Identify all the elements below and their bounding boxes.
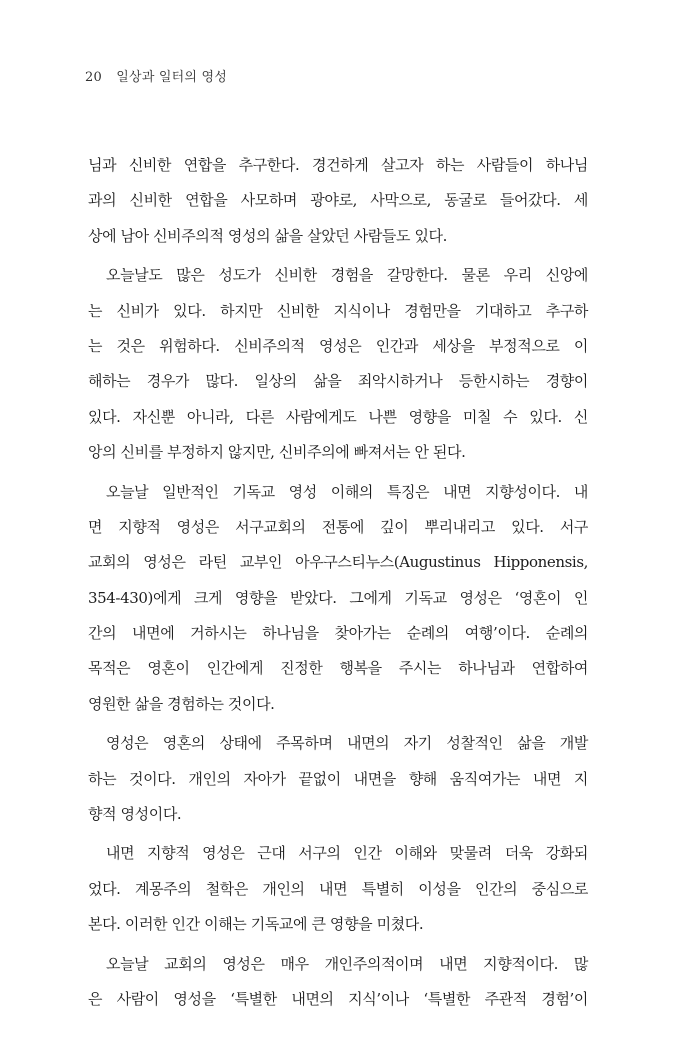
text-line: 었다. 계몽주의 철학은 개인의 내면 특별히 이성을 인간의 중심으로 — [88, 879, 588, 898]
text-line: 간의 내면에 거하시는 하나님을 찾아가는 순례의 여행’이다. 순례의 — [88, 624, 588, 643]
text-line: 앙의 신비를 부정하지 않지만, 신비주의에 빠져서는 안 된다. — [88, 443, 466, 462]
running-title: 일상과 일터의 영성 — [116, 70, 228, 85]
text-line: 오늘날 교회의 영성은 매우 개인주의적이며 내면 지향적이다. 많 — [106, 954, 588, 973]
text-line: 는 것은 위험하다. 신비주의적 영성은 인간과 세상을 부정적으로 이 — [88, 336, 588, 355]
text-line: 과의 신비한 연합을 사모하며 광야로, 사막으로, 동굴로 들어갔다. 세 — [88, 191, 588, 210]
text-line: 있다. 자신뿐 아니라, 다른 사람에게도 나쁜 영향을 미칠 수 있다. 신 — [88, 407, 588, 426]
text-line: 목적은 영혼이 인간에게 진정한 행복을 주시는 하나님과 연합하여 — [88, 659, 588, 678]
text-line: 354-430)에게 크게 영향을 받았다. 그에게 기독교 영성은 ‘영혼이 인 — [88, 588, 588, 607]
text-line: 오늘날 일반적인 기독교 영성 이해의 특징은 내면 지향성이다. 내 — [106, 482, 588, 501]
text-line: 본다. 이러한 인간 이해는 기독교에 큰 영향을 미쳤다. — [88, 915, 424, 934]
body-text — [88, 148, 588, 1017]
text-line: 내면 지향적 영성은 근대 서구의 인간 이해와 맞물려 더욱 강화되 — [106, 844, 588, 863]
text-line: 영원한 삶을 경험하는 것이다. — [88, 694, 275, 713]
text-line: 영성은 영혼의 상태에 주목하며 내면의 자기 성찰적인 삶을 개발 — [106, 734, 588, 753]
running-head — [85, 66, 227, 85]
text-line: 오늘날도 많은 성도가 신비한 경험을 갈망한다. 물론 우리 신앙에 — [106, 266, 588, 285]
text-line: 향적 영성이다. — [88, 805, 182, 824]
text-line: 님과 신비한 연합을 추구한다. 경건하게 살고자 하는 사람들이 하나님 — [88, 156, 588, 174]
text-line: 해하는 경우가 많다. 일상의 삶을 죄악시하거나 등한시하는 경향이 — [88, 372, 588, 391]
text-line: 면 지향적 영성은 서구교회의 전통에 깊이 뿌리내리고 있다. 서구 — [88, 517, 588, 536]
page-number: 20 — [85, 70, 102, 85]
text-line: 은 사람이 영성을 ‘특별한 내면의 지식’이나 ‘특별한 주관적 경험’이 — [88, 989, 588, 1008]
text-line: 교회의 영성은 라틴 교부인 아우구스티누스(Augustinus Hipponensis, — [88, 553, 588, 572]
text-line: 상에 남아 신비주의적 영성의 삶을 살았던 사람들도 있다. — [88, 226, 448, 245]
text-line: 는 신비가 있다. 하지만 신비한 지식이나 경험만을 기대하고 추구하 — [88, 301, 588, 320]
text-line: 하는 것이다. 개인의 자아가 끝없이 내면을 향해 움직여가는 내면 지 — [88, 769, 588, 788]
